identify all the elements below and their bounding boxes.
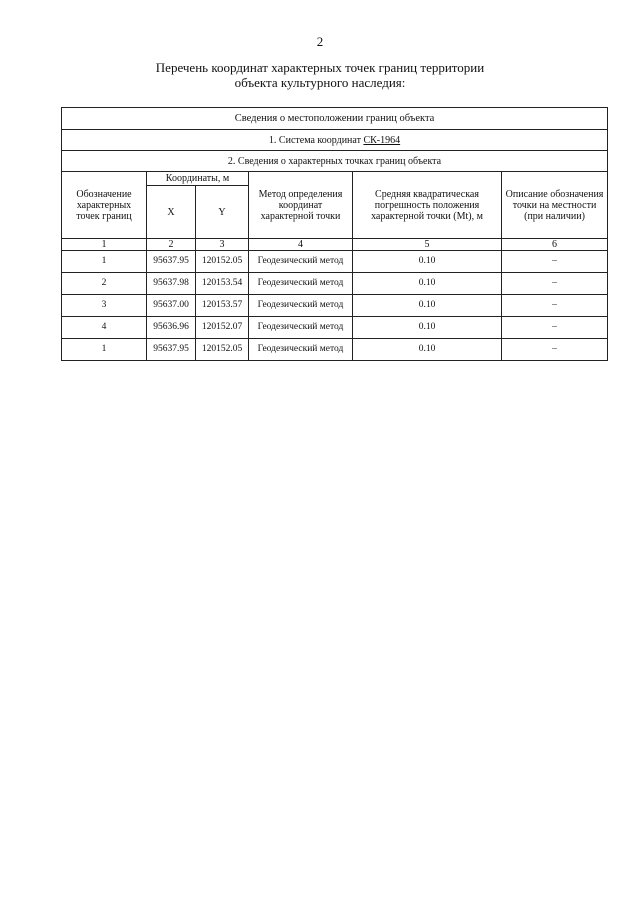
coordinate-system-value: СК-1964 — [363, 134, 401, 146]
table-row — [62, 251, 608, 273]
header-y: Y — [196, 186, 249, 239]
column-number: 1 — [62, 239, 147, 251]
cell-description: – — [502, 295, 608, 317]
column-number: 6 — [502, 239, 608, 251]
cell-description: – — [502, 317, 608, 339]
header-accuracy: Средняя квадратическая погрешность положения характерной точки (Mt), м — [353, 172, 502, 239]
table-caption: Сведения о местоположении границ объекта — [62, 108, 608, 130]
cell-method: Геодезический метод — [249, 339, 353, 361]
cell-point: 4 — [62, 317, 147, 339]
cell-y: 120153.57 — [196, 295, 249, 317]
cell-accuracy: 0.10 — [353, 295, 502, 317]
cell-description: – — [502, 339, 608, 361]
header-x: X — [147, 186, 196, 239]
cell-accuracy: 0.10 — [353, 317, 502, 339]
cell-x: 95637.95 — [147, 339, 196, 361]
page-number: 2 — [316, 34, 324, 49]
cell-point: 2 — [62, 273, 147, 295]
cell-x: 95636.96 — [147, 317, 196, 339]
cell-description: – — [502, 273, 608, 295]
title-line-1: Перечень координат характерных точек границ территории — [155, 60, 485, 75]
column-number-row — [62, 239, 608, 251]
cell-x: 95637.98 — [147, 273, 196, 295]
coordinate-system-label: 1. Система координат — [268, 134, 361, 146]
cell-method: Геодезический метод — [249, 317, 353, 339]
document-title — [0, 60, 640, 90]
header-point-id: Обозначение характерных точек границ — [62, 172, 147, 239]
cell-description: – — [502, 251, 608, 273]
coordinate-system-row — [62, 130, 608, 151]
cell-point: 1 — [62, 339, 147, 361]
header-method: Метод определения координат характерной точки — [249, 172, 353, 239]
cell-method: Геодезический метод — [249, 295, 353, 317]
column-number: 4 — [249, 239, 353, 251]
cell-accuracy: 0.10 — [353, 273, 502, 295]
cell-x: 95637.95 — [147, 251, 196, 273]
cell-y: 120153.54 — [196, 273, 249, 295]
points-section-label: 2. Сведения о характерных точках границ объекта — [62, 151, 608, 172]
coordinates-table — [61, 107, 608, 361]
cell-accuracy: 0.10 — [353, 339, 502, 361]
cell-accuracy: 0.10 — [353, 251, 502, 273]
cell-method: Геодезический метод — [249, 251, 353, 273]
cell-y: 120152.05 — [196, 251, 249, 273]
header-description: Описание обозначения точки на местности (при наличии) — [502, 172, 608, 239]
cell-y: 120152.05 — [196, 339, 249, 361]
table-row — [62, 273, 608, 295]
header-coordinates: Координаты, м — [147, 172, 249, 186]
cell-method: Геодезический метод — [249, 273, 353, 295]
column-number: 5 — [353, 239, 502, 251]
cell-x: 95637.00 — [147, 295, 196, 317]
cell-point: 1 — [62, 251, 147, 273]
table-row — [62, 295, 608, 317]
table-row — [62, 339, 608, 361]
cell-y: 120152.07 — [196, 317, 249, 339]
column-number: 2 — [147, 239, 196, 251]
title-line-2: объекта культурного наследия: — [234, 75, 406, 90]
column-number: 3 — [196, 239, 249, 251]
table-row — [62, 317, 608, 339]
cell-point: 3 — [62, 295, 147, 317]
